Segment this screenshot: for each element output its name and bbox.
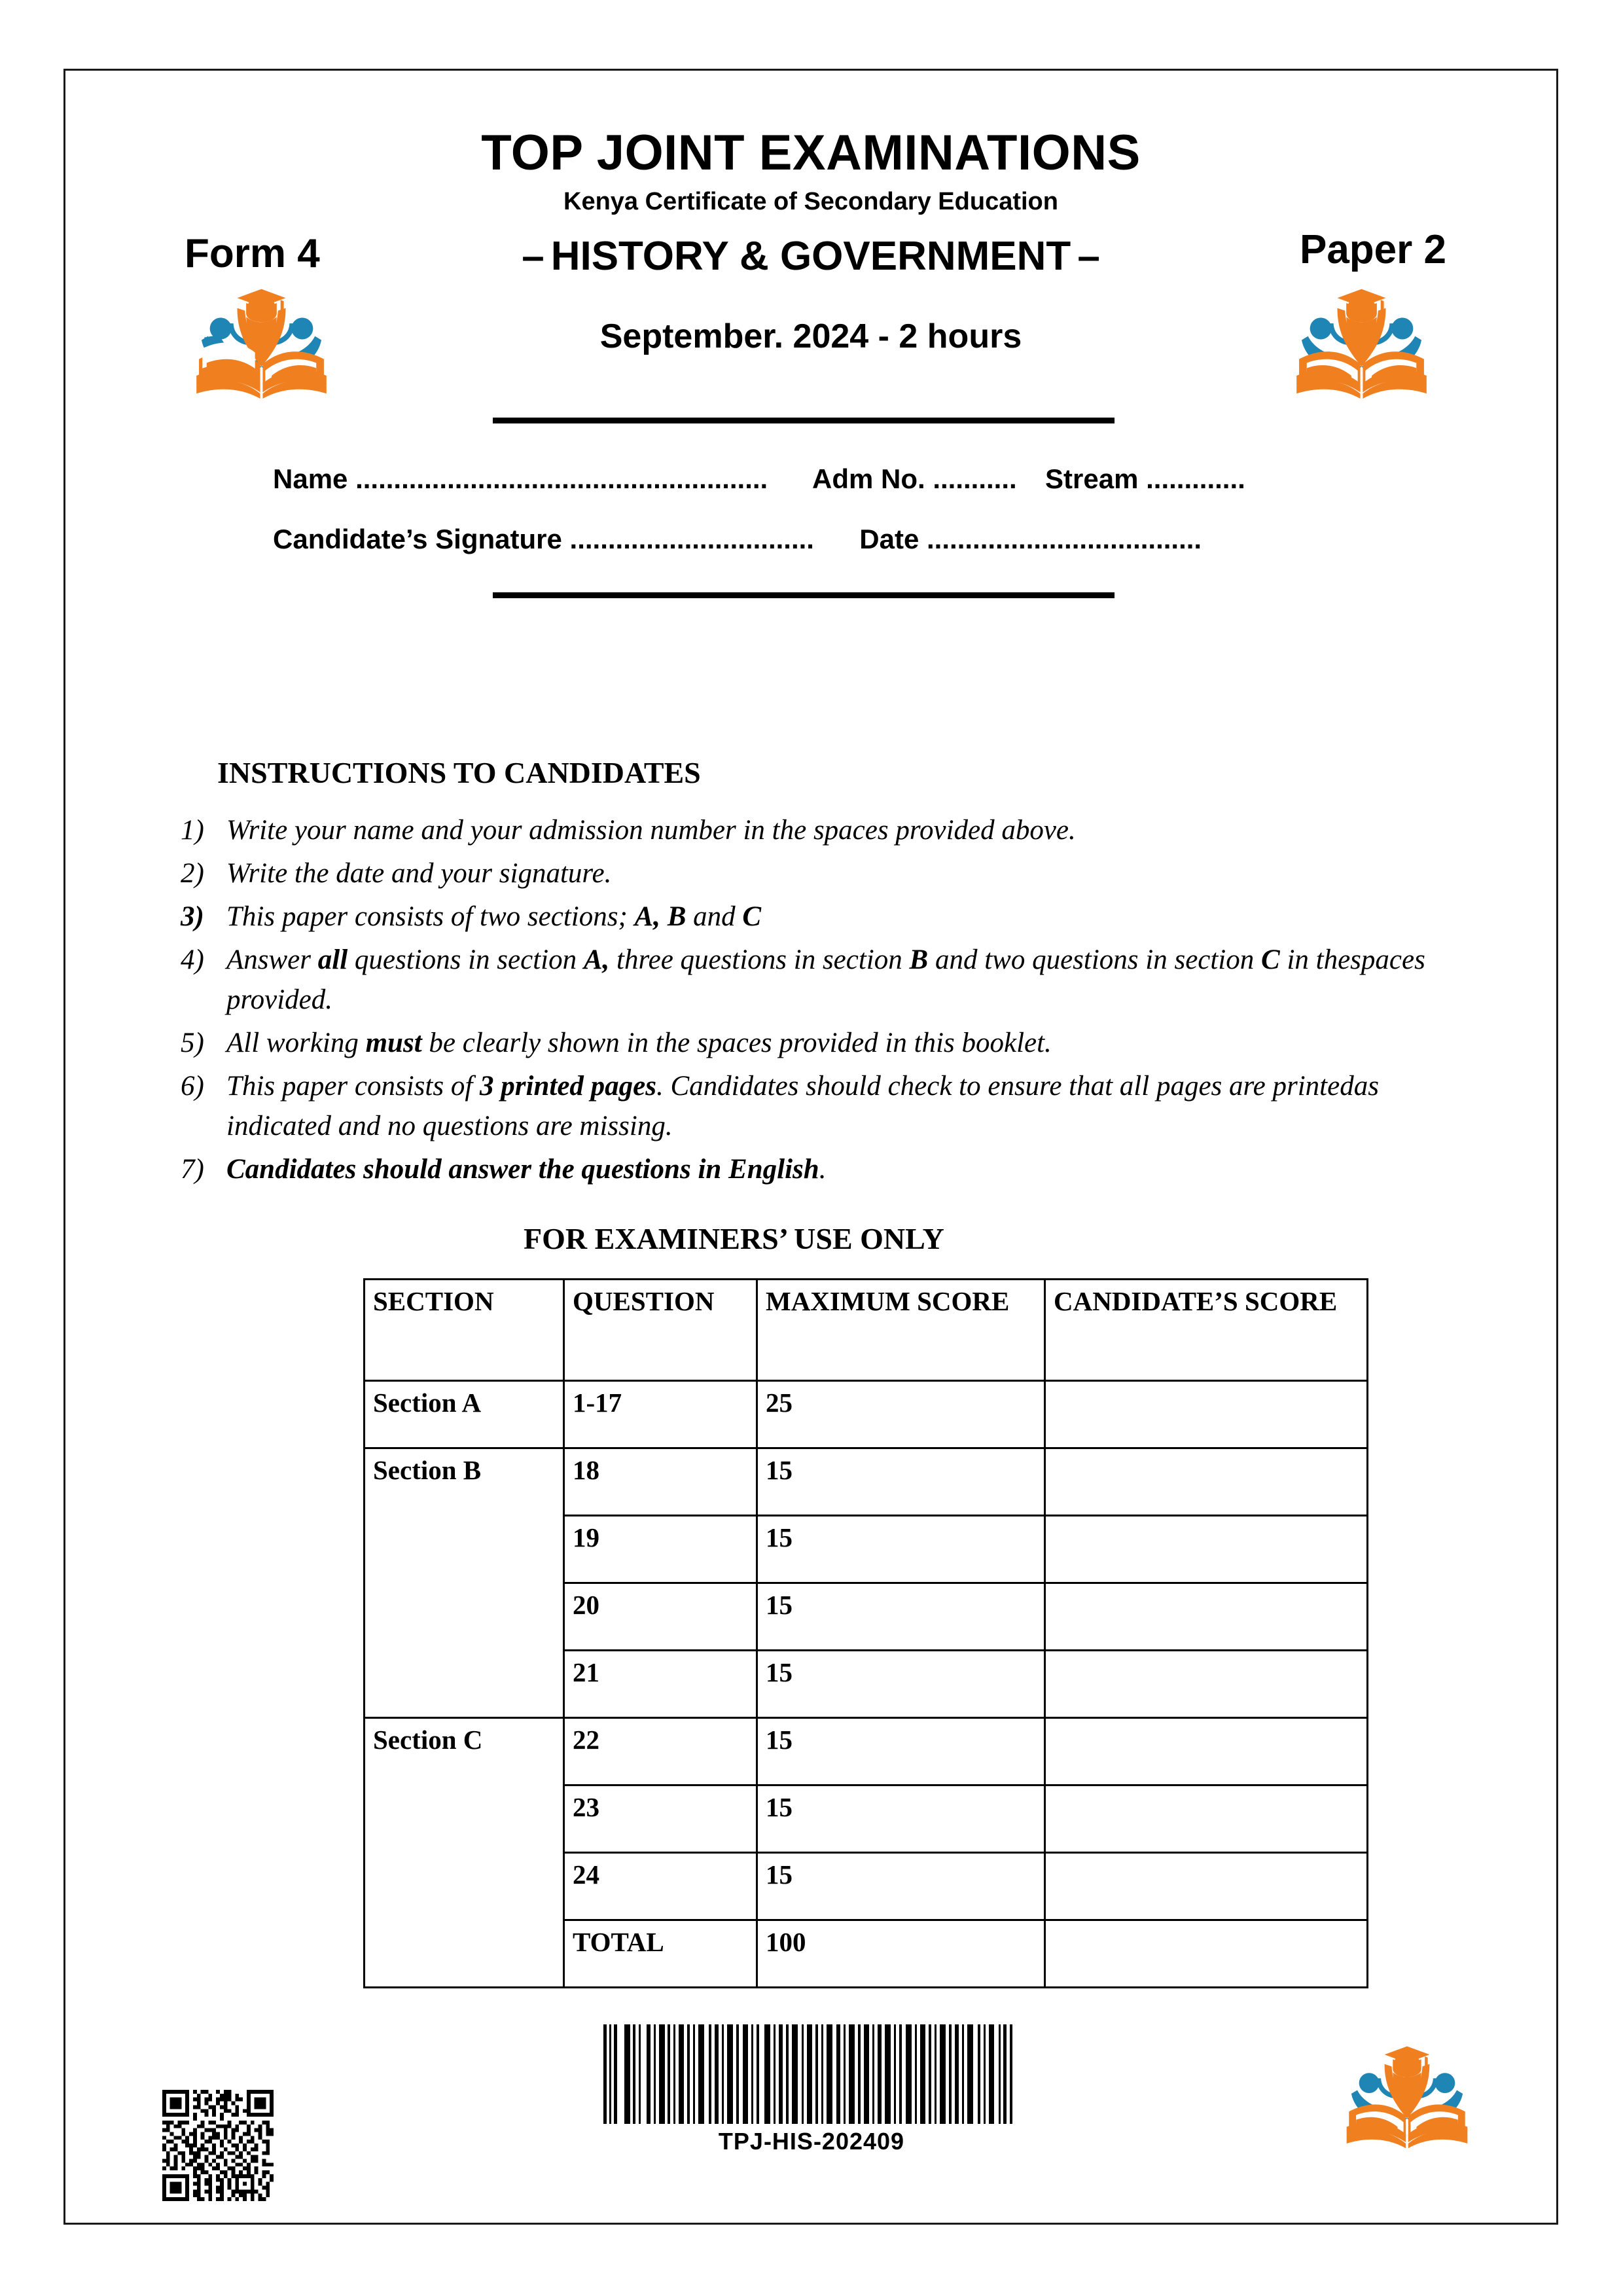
subject-name: HISTORY & GOVERNMENT [550, 233, 1071, 279]
instruction-text: Candidates should answer the questions in English. [226, 1154, 827, 1185]
cell-maximum-score: 15 [757, 1853, 1045, 1920]
instruction-item [181, 897, 1444, 937]
column-header-question: QUESTION [564, 1280, 757, 1381]
cell-maximum-score: 15 [757, 1785, 1045, 1853]
column-header-max-score: MAXIMUM SCORE [757, 1280, 1045, 1381]
exam-subtitle: Kenya Certificate of Secondary Education [563, 188, 1058, 215]
adm-no-input-dots[interactable]: ........... [933, 463, 1017, 494]
graduation-book-logo-icon [1342, 2037, 1472, 2149]
cell-section: Section C [365, 1718, 564, 1988]
cell-candidate-score[interactable] [1045, 1920, 1368, 1988]
cell-candidate-score[interactable] [1045, 1583, 1368, 1651]
paper-label: Paper 2 [1299, 226, 1446, 272]
barcode-icon [602, 2024, 1018, 2124]
dash-left-icon: – [522, 233, 544, 279]
cell-maximum-score: 100 [757, 1920, 1045, 1988]
date-label: Date [859, 524, 919, 554]
instruction-text: All working must be clearly shown in the spaces provided in this booklet. [226, 1028, 1052, 1059]
instruction-number: 3) [181, 901, 204, 933]
cell-question: 19 [564, 1516, 757, 1583]
cell-candidate-score[interactable] [1045, 1853, 1368, 1920]
instruction-number: 6) [181, 1071, 204, 1102]
signature-label: Candidate’s Signature [273, 524, 562, 554]
cell-maximum-score: 15 [757, 1516, 1045, 1583]
cell-question: 23 [564, 1785, 757, 1853]
cell-candidate-score[interactable] [1045, 1448, 1368, 1516]
cell-question: 21 [564, 1651, 757, 1718]
instruction-text: Write the date and your signature. [226, 858, 612, 889]
stream-label: Stream [1045, 463, 1139, 494]
page-frame [63, 69, 1558, 2225]
instruction-item [181, 1066, 1444, 1146]
cell-section: Section A [365, 1381, 564, 1448]
examiners-score-table [363, 1278, 1368, 1988]
cell-question: 22 [564, 1718, 757, 1785]
instruction-item [181, 1149, 1444, 1189]
instruction-text: Write your name and your admission number in the spaces provided above. [226, 815, 1076, 846]
cell-maximum-score: 25 [757, 1381, 1045, 1448]
instruction-text: Answer all questions in section A, three questions in section B and two questions in section C in thespaces provided. [226, 944, 1425, 1016]
column-header-section: SECTION [365, 1280, 564, 1381]
instructions-list [181, 810, 1444, 1193]
cell-maximum-score: 15 [757, 1718, 1045, 1785]
form-label: Form 4 [185, 230, 320, 276]
date-input-dots[interactable]: .................................... [927, 524, 1202, 554]
signature-input-dots[interactable]: ................................ [569, 524, 814, 554]
instruction-number: 4) [181, 944, 204, 976]
graduation-book-logo-icon [191, 279, 332, 400]
cell-question: 18 [564, 1448, 757, 1516]
cell-candidate-score[interactable] [1045, 1516, 1368, 1583]
table-row [365, 1448, 1368, 1516]
exam-title: TOP JOINT EXAMINATIONS [481, 125, 1141, 181]
cell-question: 20 [564, 1583, 757, 1651]
instruction-item [181, 810, 1444, 850]
cell-question: 1-17 [564, 1381, 757, 1448]
graduation-book-logo-icon [1291, 279, 1432, 400]
stream-input-dots[interactable]: ............. [1146, 463, 1245, 494]
instruction-number: 2) [181, 858, 204, 889]
instruction-number: 7) [181, 1154, 204, 1185]
barcode-value-label: TPJ-HIS-202409 [718, 2128, 905, 2155]
table-row [365, 1718, 1368, 1785]
cell-candidate-score[interactable] [1045, 1381, 1368, 1448]
subject-line [515, 234, 1107, 279]
instruction-number: 5) [181, 1028, 204, 1059]
candidate-field-row-2 [65, 524, 1623, 555]
divider-rule-bottom [493, 592, 1115, 598]
name-label: Name [273, 463, 348, 494]
cell-maximum-score: 15 [757, 1651, 1045, 1718]
instruction-text: This paper consists of 3 printed pages. Candidates should check to ensure that all pages are printedas indicated and no questions are missing. [226, 1071, 1379, 1142]
cell-question: TOTAL [564, 1920, 757, 1988]
cell-section: Section B [365, 1448, 564, 1718]
column-header-candidate-score: CANDIDATE’S SCORE [1045, 1280, 1368, 1381]
divider-rule-top [493, 418, 1115, 423]
cell-maximum-score: 15 [757, 1448, 1045, 1516]
instruction-item [181, 1023, 1444, 1063]
barcode-block [602, 2024, 1021, 2155]
cell-maximum-score: 15 [757, 1583, 1045, 1651]
candidate-field-row-1 [65, 463, 1623, 495]
instruction-number: 1) [181, 815, 204, 846]
cell-candidate-score[interactable] [1045, 1718, 1368, 1785]
qr-code-icon [162, 2090, 274, 2201]
table-header-row [365, 1280, 1368, 1381]
cell-candidate-score[interactable] [1045, 1785, 1368, 1853]
cell-question: 24 [564, 1853, 757, 1920]
instruction-item [181, 853, 1444, 893]
instruction-text: This paper consists of two sections; A, B and C [226, 901, 762, 933]
session-line: September. 2024 - 2 hours [599, 317, 1022, 355]
dash-right-icon: – [1077, 233, 1100, 279]
instructions-heading: INSTRUCTIONS TO CANDIDATES [217, 756, 701, 789]
table-row [365, 1381, 1368, 1448]
instruction-item [181, 940, 1444, 1020]
name-input-dots[interactable]: ...................................................... [355, 463, 768, 494]
adm-no-label: Adm No. [812, 463, 925, 494]
cell-candidate-score[interactable] [1045, 1651, 1368, 1718]
examiners-use-heading: FOR EXAMINERS’ USE ONLY [524, 1222, 944, 1255]
